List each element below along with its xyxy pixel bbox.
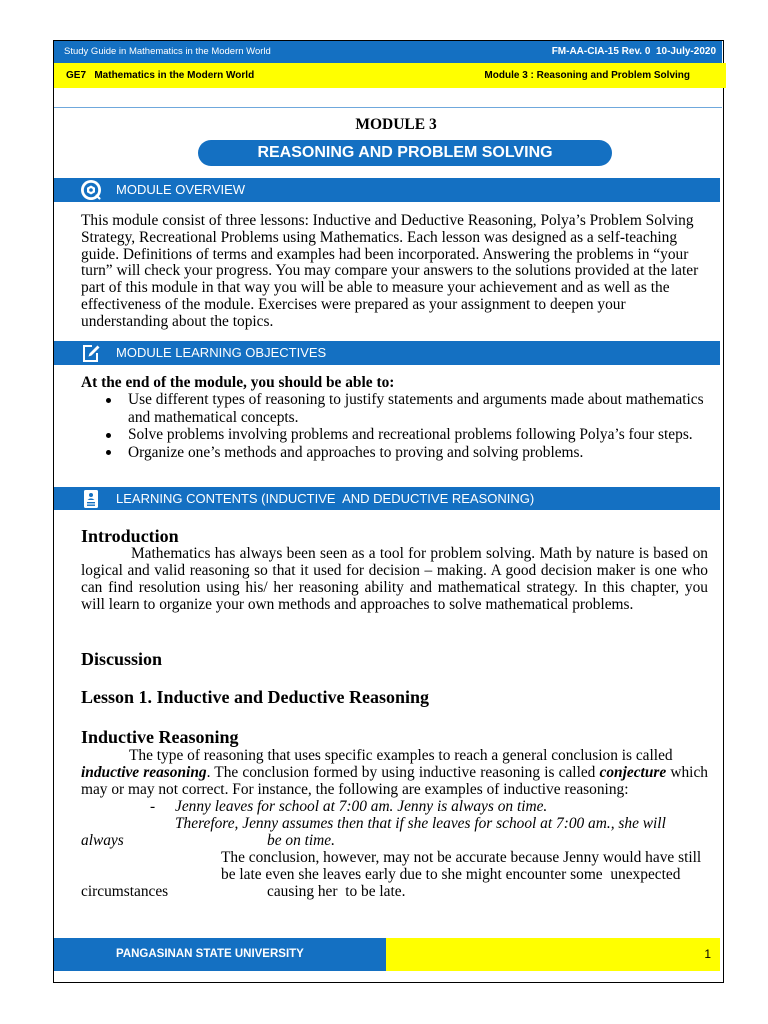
list-item-line: Use different types of reasoning to justify statements and arguments made about mathematics xyxy=(128,391,704,408)
objectives-list xyxy=(81,391,704,461)
inductive-reasoning-heading: Inductive Reasoning xyxy=(81,727,239,747)
conclusion-text: causing her to be late. xyxy=(267,883,406,900)
example-text: always xyxy=(81,832,124,849)
definition-text: The type of reasoning that uses specific examples to reach a general conclusion is called xyxy=(129,747,673,764)
conclusion-text: be late even she leaves early due to she might encounter some unexpected xyxy=(221,866,681,883)
example-text: Jenny leaves for school at 7:00 am. Jenny is always on time. xyxy=(175,798,548,815)
bullet-icon xyxy=(106,433,111,438)
objectives-intro: At the end of the module, you should be able to: xyxy=(81,374,395,391)
paragraph-line: Mathematics has always been seen as a tool for problem solving. Math by nature is based on xyxy=(131,545,708,562)
paragraph-line: logical and valid reasoning so that it used for decision – making. A good decision maker is one who xyxy=(81,562,708,579)
paragraph-line: will learn to organize your own methods and approaches to solve mathematical problems. xyxy=(81,596,634,613)
paragraph-line: Strategy, Recreational Problems using Mathematics. Each lesson was designed as a self-teaching xyxy=(81,228,678,246)
term-inductive-reasoning: inductive reasoning xyxy=(81,764,207,781)
section-bar-overview xyxy=(54,178,720,202)
discussion-heading: Discussion xyxy=(81,649,163,669)
overview-paragraph xyxy=(81,213,698,331)
document-icon xyxy=(80,488,102,510)
conclusion-text: The conclusion, however, may not be accurate because Jenny would have still xyxy=(221,849,702,866)
list-item-line: and mathematical concepts. xyxy=(128,408,299,426)
example-text: Therefore, Jenny assumes then that if she leaves for school at 7:00 am., she will xyxy=(175,815,666,832)
list-item xyxy=(81,391,704,426)
module-title: REASONING AND PROBLEM SOLVING xyxy=(257,144,553,161)
conclusion-line xyxy=(81,866,708,883)
paragraph-line xyxy=(81,781,708,798)
definition-text: which xyxy=(670,764,708,781)
term-conjecture: conjecture xyxy=(599,764,667,781)
course-title: GE7 Mathematics in the Modern World xyxy=(66,70,255,81)
definition-text: may or may not correct. For instance, the following are examples of inductive reasoning: xyxy=(81,781,629,798)
paragraph-line xyxy=(81,764,708,781)
footer-page-bar xyxy=(386,938,720,971)
paragraph-line xyxy=(81,747,708,764)
example-line xyxy=(81,798,708,815)
paragraph-line: part of this module in that way you will be able to measure your achievement and as well as the xyxy=(81,279,670,297)
magnifier-icon xyxy=(80,179,102,201)
course-bar xyxy=(54,63,726,88)
module-number: MODULE 3 xyxy=(355,116,437,133)
bullet-icon xyxy=(106,450,111,455)
paragraph-line: This module consist of three lessons: Inductive and Deductive Reasoning, Polya’s Problem Solving xyxy=(81,212,694,229)
header-divider xyxy=(54,107,722,108)
list-item xyxy=(81,444,704,462)
section-heading: LEARNING CONTENTS (INDUCTIVE AND DEDUCTIVE REASONING) xyxy=(116,491,535,506)
guide-title: Study Guide in Mathematics in the Modern World xyxy=(64,46,271,57)
document-header-bar xyxy=(54,41,722,63)
example-text: be on time. xyxy=(267,832,335,849)
edit-icon xyxy=(80,342,102,364)
example-marker: - xyxy=(150,798,156,815)
introduction-paragraph xyxy=(81,545,708,613)
module-title-banner xyxy=(198,140,612,166)
paragraph-line: effectiveness of the module. Exercises were prepared as your assignment to deepen your xyxy=(81,295,626,313)
inductive-paragraph xyxy=(81,747,708,900)
paragraph-line: can find resolution using his/ her reasoning ability and mathematical strategy. In this chapter, you xyxy=(81,579,708,596)
definition-text: . The conclusion formed by using inductive reasoning is called xyxy=(206,764,596,781)
section-heading: MODULE OVERVIEW xyxy=(116,182,246,197)
introduction-heading: Introduction xyxy=(81,526,179,546)
footer-institution-bar xyxy=(54,938,386,971)
paragraph-line: turn” will check your progress. You may compare your answers to the solutions provided at the later xyxy=(81,262,699,280)
conclusion-text: circumstances xyxy=(81,883,169,900)
section-bar-contents xyxy=(54,487,720,510)
paragraph-line: understanding about the topics. xyxy=(81,312,274,330)
page-number: 1 xyxy=(704,947,711,961)
bullet-icon xyxy=(106,398,111,403)
module-reference: Module 3 : Reasoning and Problem Solving xyxy=(484,70,690,81)
list-item xyxy=(81,426,704,444)
paragraph-line: guide. Definitions of terms and examples had been incorporated. Answering the problems in “your xyxy=(81,245,689,263)
section-bar-objectives xyxy=(54,341,720,365)
list-item-line: Solve problems involving problems and recreational problems following Polya’s four steps. xyxy=(128,426,693,443)
example-line xyxy=(81,815,708,832)
conclusion-line xyxy=(81,883,708,900)
form-code: FM-AA-CIA-15 Rev. 0 10-July-2020 xyxy=(551,46,716,57)
list-item-line: Organize one’s methods and approaches to proving and solving problems. xyxy=(128,443,584,461)
example-line xyxy=(81,832,708,849)
institution-name: PANGASINAN STATE UNIVERSITY xyxy=(116,948,304,960)
section-heading: MODULE LEARNING OBJECTIVES xyxy=(116,345,327,360)
conclusion-line xyxy=(81,849,708,866)
lesson-heading: Lesson 1. Inductive and Deductive Reasoning xyxy=(81,687,430,707)
